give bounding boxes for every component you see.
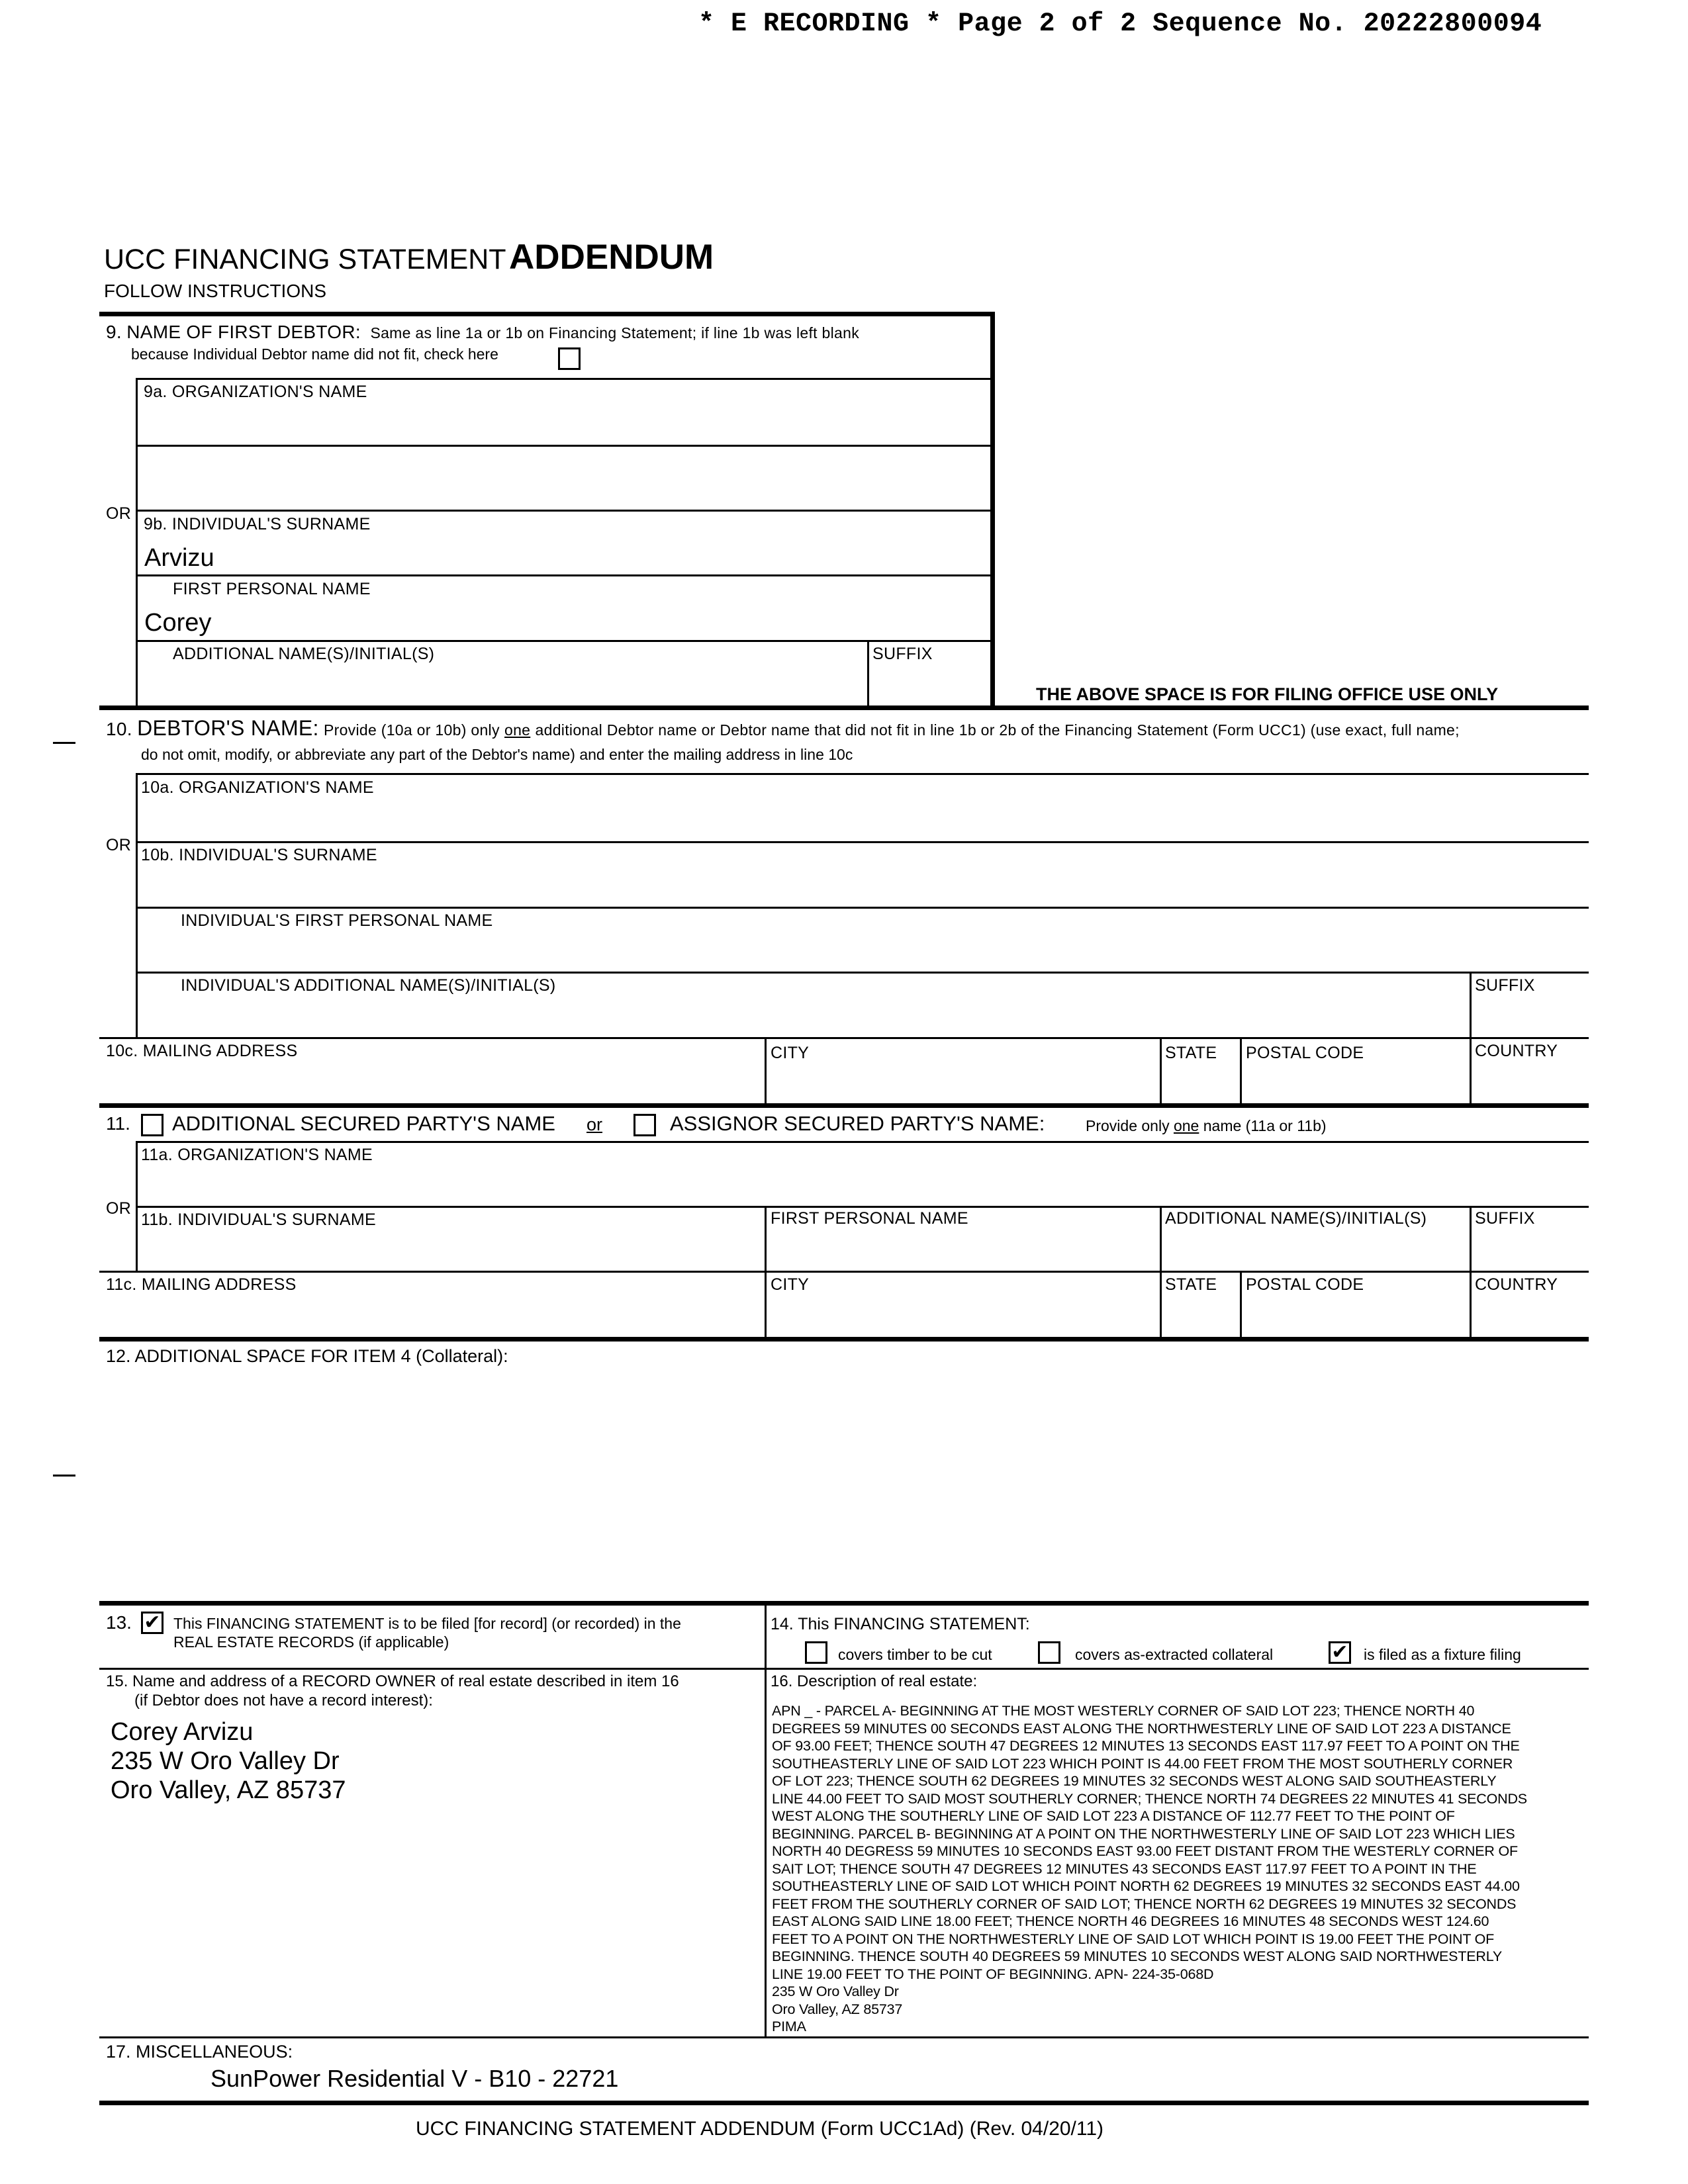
item11b-label: 11b. INDIVIDUAL'S SURNAME [141,1210,376,1229]
item9-heading [106,322,859,343]
item10-postal-label: POSTAL CODE [1246,1044,1364,1062]
follow-instructions: FOLLOW INSTRUCTIONS [104,281,327,301]
item15-top-line [99,1668,1589,1670]
description-line: 235 W Oro Valley Dr [772,1983,899,1999]
description-line: FEET FROM THE SOUTHERLY CORNER OF SAID LOT; THENCE NORTH 62 DEGREES 19 MINUTES 32 SECONDS [772,1895,1517,1912]
description-line: BEGINNING. PARCEL B- BEGINNING AT A POINT ON THE NORTHWESTERLY LINE OF SAID LOT 223 WHICH LIES [772,1825,1515,1842]
item10-state-divider [1160,1037,1162,1103]
item14-extracted-label: covers as-extracted collateral [1075,1646,1274,1663]
item15-label-2: (if Debtor does not have a record interest): [134,1692,433,1709]
item11-instruction-one: one [1173,1117,1199,1134]
item10-additional-name-label: INDIVIDUAL'S ADDITIONAL NAME(S)/INITIAL(S) [181,976,556,995]
item9-first-name-value[interactable]: Corey [144,609,212,637]
item9b-surname-value[interactable]: Arvizu [144,544,214,572]
item10b-label: 10b. INDIVIDUAL'S SURNAME [141,846,377,864]
item10-or: OR [106,836,132,854]
recording-stamp: * E RECORDING * Page 2 of 2 Sequence No. 20222800094 [698,9,1542,39]
item14-label: 14. This FINANCING STATEMENT: [771,1615,1030,1633]
filing-office-note: THE ABOVE SPACE IS FOR FILING OFFICE USE ONLY [1036,684,1499,704]
item13-text-2: REAL ESTATE RECORDS (if applicable) [173,1633,449,1651]
item11a-label: 11a. ORGANIZATION'S NAME [141,1146,373,1164]
item9b-bottom-line [136,574,991,576]
item10b-bottom-line [136,907,1589,909]
item10-top-border [99,705,1589,710]
item11-instruction-b: name (11a or 11b) [1203,1117,1327,1134]
description-line: SAIT LOT; THENCE SOUTH 47 DEGREES 12 MINUTES 43 SECONDS EAST 117.97 FEET TO A POINT IN THE [772,1860,1477,1877]
item15-label-1: 15. Name and address of a RECORD OWNER of real estate described in item 16 [106,1672,679,1690]
item10a-label: 10a. ORGANIZATION'S NAME [141,778,374,797]
item10-instruction-a: Provide (10a or 10b) only [323,721,500,739]
item11-first-name-label: FIRST PERSONAL NAME [771,1209,968,1228]
item9-or: OR [106,504,132,523]
item11-instruction [1086,1117,1327,1135]
item11-postal-divider [1240,1271,1242,1337]
item9-title: NAME OF FIRST DEBTOR: [126,322,361,342]
margin-tick-bottom [53,1475,75,1477]
item10-instruction-one: one [504,721,531,739]
item9-top-border [99,312,995,316]
description-line: APN _ - PARCEL A- BEGINNING AT THE MOST WESTERLY CORNER OF SAID LOT 223; THENCE NORTH 40 [772,1703,1475,1719]
description-line: LINE 19.00 FEET TO THE POINT OF BEGINNING. APN- 224-35-068D [772,1966,1214,1982]
item9-divider [136,378,991,380]
item10-instruction-b: additional Debtor name or Debtor name that did not fit in line 1b or 2b of the Financing Statement (Form UCC1) (use exact, full name; [535,721,1460,739]
margin-tick-top [53,742,75,744]
item9-checkbox[interactable] [558,347,581,370]
item9a-row-line [136,445,991,447]
item9-right-border [990,312,995,707]
item13-checkbox[interactable]: ✔ [141,1612,164,1634]
item11-additional-checkbox[interactable] [141,1114,164,1136]
item11-instruction-a: Provide only [1086,1117,1170,1134]
item11-suffix-label: SUFFIX [1475,1209,1535,1228]
item10-header-line [136,773,1589,775]
item13-top-border [99,1601,1589,1606]
record-owner-city[interactable]: Oro Valley, AZ 85737 [111,1776,346,1804]
item13-14-divider [765,1601,767,2036]
item12-label: 12. ADDITIONAL SPACE FOR ITEM 4 (Collateral): [106,1346,508,1366]
item11-additional-name-label: ADDITIONAL NAME(S)/INITIAL(S) [1165,1209,1427,1228]
item11-left-border [136,1141,138,1207]
description-line: EAST ALONG SAID LINE 18.00 FEET; THENCE NORTH 46 DEGREES 16 MINUTES 48 SECONDS WEST 124.60 [772,1913,1489,1929]
item13-number: 13. [106,1612,132,1633]
description-line: LINE 44.00 FEET TO SAID MOST SOUTHERLY CORNER; THENCE NORTH 74 DEGREES 22 MINUTES 41 SECONDS [772,1790,1527,1807]
item10-state-label: STATE [1165,1044,1217,1062]
item9-first-bottom-line [136,640,991,642]
item14-timber-label: covers timber to be cut [838,1646,992,1663]
item11-assignor-label: ASSIGNOR SECURED PARTY'S NAME: [670,1112,1045,1135]
item10-instruction-line2: do not omit, modify, or abbreviate any part of the Debtor's name) and enter the mailing address in line 10c [141,746,853,763]
item9-suffix-label: SUFFIX [872,645,933,663]
description-line: SOUTHEASTERLY LINE OF SAID LOT 223 WHICH POINT IS 44.00 FEET FROM THE MOST SOUTHERLY CORNER [772,1755,1513,1772]
item17-top-line [99,2036,1589,2038]
form-footer: UCC FINANCING STATEMENT ADDENDUM (Form UCC1Ad) (Rev. 04/20/11) [416,2118,1104,2140]
description-line: PIMA [772,2019,806,2034]
item9a-bottom-line [136,510,991,512]
miscellaneous-value[interactable]: SunPower Residential V - B10 - 22721 [211,2065,619,2092]
description-line: DEGREES 59 MINUTES 00 SECONDS EAST ALONG THE NORTHWESTERLY LINE OF SAID LOT 223 A DISTANCE [772,1720,1511,1737]
item11-country-label: COUNTRY [1475,1275,1558,1294]
description-line: NORTH 40 DEGRESS 59 MINUTES 10 SECONDS EAST 93.00 FEET DISTANT FROM THE WESTERLY CORNER OF [772,1843,1518,1859]
item10-suffix-label: SUFFIX [1475,976,1535,995]
form-title [104,237,714,277]
item11-state-label: STATE [1165,1275,1217,1294]
item10-title: DEBTOR'S NAME: [137,716,319,740]
item9-additional-name-label: ADDITIONAL NAME(S)/INITIAL(S) [173,645,435,663]
item10-number: 10. [106,719,132,739]
item14-fixture-label: is filed as a fixture filing [1364,1646,1521,1663]
item11-heading [106,1113,130,1134]
item11-city-label: CITY [771,1275,810,1294]
item11-or: OR [106,1199,132,1218]
item14-fixture-checkbox[interactable]: ✔ [1329,1641,1351,1664]
record-owner-name[interactable]: Corey Arvizu [111,1718,254,1746]
item9-instruction-1: Same as line 1a or 1b on Financing Statement; if line 1b was left blank [370,324,859,341]
item11-additional-label: ADDITIONAL SECURED PARTY'S NAME [172,1112,555,1135]
description-line: WEST ALONG THE SOUTHERLY LINE OF SAID LOT 223 A DISTANCE OF 112.77 FEET TO THE POINT OF [772,1808,1455,1824]
item11-number: 11. [106,1113,130,1134]
description-line: OF 93.00 FEET; THENCE SOUTH 47 DEGREES 12 MINUTES 13 SECONDS EAST 117.97 FEET TO A POINT ON THE [772,1738,1520,1754]
description-line: SOUTHEASTERLY LINE OF SAID LOT WHICH POINT NORTH 62 DEGREES 19 MINUTES 32 SECONDS EAST 44.00 [772,1878,1520,1894]
item12-top-border [99,1337,1589,1342]
description-line: FEET TO A POINT ON THE NORTHWESTERLY LINE OF SAID LOT WHICH POINT IS 19.00 FEET THE POINT OF [772,1931,1495,1947]
item9-instruction-2: because Individual Debtor name did not fit, check here [131,345,498,363]
item10-city-label: CITY [771,1044,810,1062]
description-line: BEGINNING. THENCE SOUTH 40 DEGREES 59 MINUTES 10 SECONDS WEST ALONG SAID NORTHWESTERLY [772,1948,1503,1964]
item10-first-bottom-line [136,972,1589,974]
item9b-label: 9b. INDIVIDUAL'S SURNAME [144,515,371,533]
real-estate-description [772,1702,1599,2036]
item9-first-name-label: FIRST PERSONAL NAME [173,580,371,598]
item11-top-border [99,1103,1589,1108]
item14-timber-checkbox[interactable] [805,1641,827,1664]
item10-country-label: COUNTRY [1475,1042,1558,1060]
item9-number: 9. [106,322,122,342]
item17-label: 17. MISCELLANEOUS: [106,2042,293,2062]
item10-postal-divider [1240,1037,1242,1103]
item17-bottom-border [99,2101,1589,2105]
item10a-bottom-line [136,841,1589,843]
item11-header-line [136,1141,1589,1143]
item9a-label: 9a. ORGANIZATION'S NAME [144,383,367,401]
item11b-left-border [136,1206,138,1272]
record-owner-street[interactable]: 235 W Oro Valley Dr [111,1747,340,1775]
item10-additional-bottom-line [99,1037,1589,1039]
description-line: OF LOT 223; THENCE SOUTH 62 DEGREES 19 MINUTES 32 SECONDS WEST ALONG SAID SOUTHEASTERLY [772,1773,1497,1789]
item10-city-divider [765,1037,767,1103]
item11-postal-label: POSTAL CODE [1246,1275,1364,1294]
item10-left-border [136,773,138,1038]
form-title-regular: UCC FINANCING STATEMENT [104,244,506,275]
item10c-mailing-label: 10c. MAILING ADDRESS [106,1042,298,1060]
item11c-mailing-label: 11c. MAILING ADDRESS [106,1275,297,1294]
item11-assignor-checkbox[interactable] [633,1114,656,1136]
item9-suffix-divider [867,640,869,707]
description-line: Oro Valley, AZ 85737 [772,2001,903,2017]
item10-heading [106,716,1460,741]
item16-label: 16. Description of real estate: [771,1672,978,1690]
item13-text-1: This FINANCING STATEMENT is to be filed [for record] (or recorded) in the [173,1615,681,1632]
item11b-bottom-line [99,1271,1589,1273]
form-title-bold: ADDENDUM [509,238,714,277]
item11a-bottom-line [136,1206,1589,1208]
item10-first-name-label: INDIVIDUAL'S FIRST PERSONAL NAME [181,911,493,930]
item9-left-border [136,378,138,707]
item11-or-word: or [586,1115,603,1134]
item14-extracted-checkbox[interactable] [1038,1641,1060,1664]
